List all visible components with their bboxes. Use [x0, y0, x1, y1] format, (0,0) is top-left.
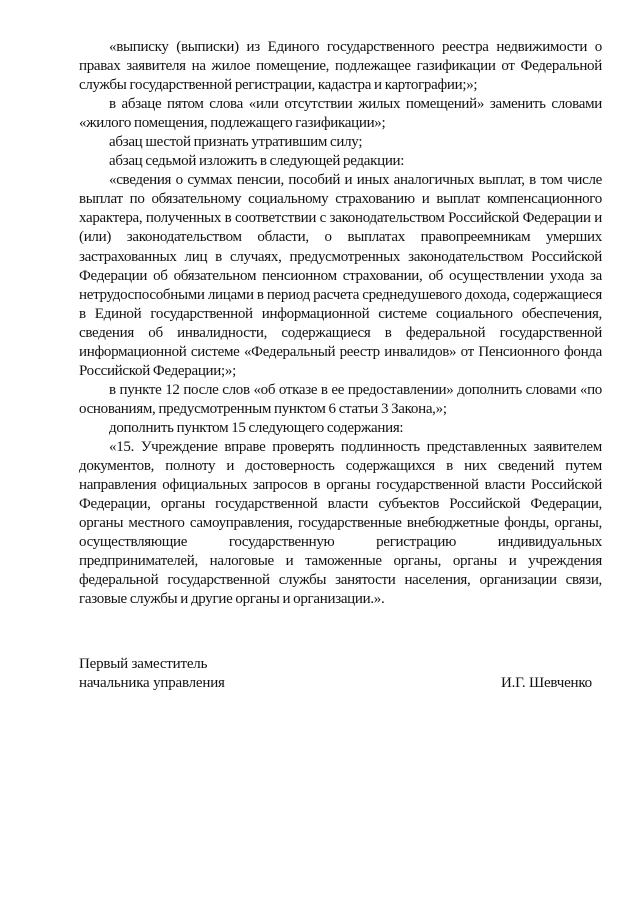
paragraph-6: в пункте 12 после слов «об отказе в ее предоставлении» дополнить словами «по основаниям, предусмотренным пунктом 6 статьи 3 Закона,»;: [79, 381, 602, 417]
paragraph-5: «сведения о суммах пенсии, пособий и иных аналогичных выплат, в том числе выплат по обязательному социальному страхованию и выплат компенсационного характера, полученных в соответствии с законодательством Российской Федерации и (или) законодательством области, о выплатах правопреемникам умерших застрахованных лиц в случаях, предусмотренных законодательством Российской Федерации об обязательном пенсионном страховании, об осуществлении ухода за нетрудоспособными лицами в период расчета среднедушевого дохода, содержащиеся в Единой государственной информационной системе социального обеспечения, сведения об инвалидности, содержащиеся в федеральной государственной информационной системе «Федеральный реестр инвалидов» от Пенсионного фонда Российской Федерации;»;: [79, 172, 602, 379]
signer-position-line1: Первый заместитель: [79, 656, 208, 672]
signer-position-line2: начальника управления: [79, 675, 225, 691]
document-body: [79, 38, 602, 609]
paragraph-4: абзац седьмой изложить в следующей редакции:: [109, 153, 405, 170]
paragraph-3: абзац шестой признать утратившим силу;: [109, 134, 363, 151]
paragraph-7: дополнить пунктом 15 следующего содержания:: [109, 419, 404, 436]
signer-name: И.Г. Шевченко: [500, 675, 592, 691]
paragraph-8: «15. Учреждение вправе проверять подлинность представленных заявителем документов, полноту и достоверность содержащихся в них сведений путем направления официальных запросов в органы государственной власти Российской Федерации, органы государственной власти субъектов Российской Федерации, органы местного самоуправления, государственные внебюджетные фонды, органы, осуществляющие государственную регистрацию индивидуальных предпринимателей, налоговые и таможенные органы, органы и учреждения федеральной государственной службы занятости населения, организации связи, газовые службы и другие органы и организации.».: [79, 438, 602, 608]
paragraph-2: в абзаце пятом слова «или отсутствии жилых помещений» заменить словами «жилого помещения, подлежащего газификации»;: [79, 96, 602, 132]
signature-row: [79, 674, 602, 693]
paragraph-1: «выписку (выписки) из Единого государственного реестра недвижимости о правах заявителя на жилое помещение, подлежащее газификации от Федеральной службы государственной регистрации, кадастра и картографии;»;: [79, 39, 602, 94]
signature-block: [79, 655, 602, 693]
